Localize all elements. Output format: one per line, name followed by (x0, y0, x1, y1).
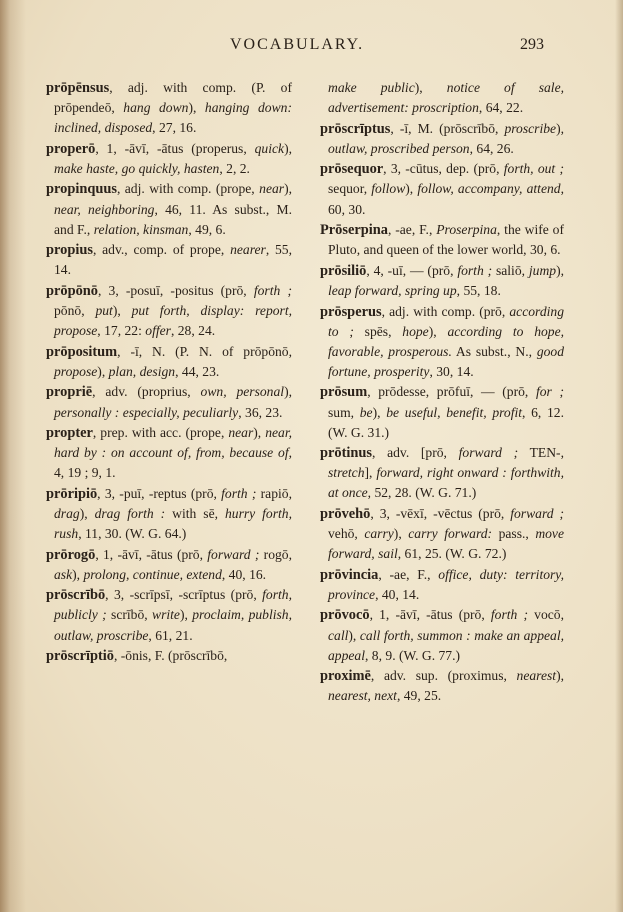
entry-text: ), (179, 607, 193, 623)
dictionary-entry (46, 342, 292, 382)
gloss-text: office, duty: territory, province (328, 566, 564, 602)
headword: propinquus (46, 181, 117, 198)
entry-text: , 55, 18. (456, 282, 501, 298)
entry-text: ), (112, 303, 132, 319)
entry-text: ), (188, 100, 205, 116)
gloss-text: near, neighboring (54, 201, 155, 217)
gloss-text: own, personal (200, 384, 285, 400)
gloss-text: forth ; (253, 282, 292, 298)
gloss-text: forward ; (458, 445, 519, 461)
gloss-text: be useful, benefit, profit (386, 404, 523, 420)
entry-text: ), (284, 140, 292, 156)
entry-text: , 40, 16. (221, 566, 267, 582)
entry-text: , 49, 25. (396, 688, 442, 704)
gloss-text: near, hard by : on account of, from, because of (54, 425, 292, 461)
dictionary-entry (46, 484, 292, 544)
entry-text: , 17, 22: (97, 323, 146, 339)
dictionary-entry (46, 179, 292, 239)
gloss-text: forward ; (510, 505, 564, 521)
gloss-text: write (152, 607, 180, 623)
headword: propter (46, 425, 93, 442)
gloss-text: outlaw, proscribed person (328, 140, 470, 156)
gloss-text: make public (328, 80, 415, 95)
entry-text: pōnō, (54, 303, 96, 319)
entry-text: , 55, 14. (54, 242, 292, 278)
entry-text: , 3, -posuī, -positus (prō, (97, 282, 254, 298)
entry-text: rogō, (259, 546, 292, 562)
entry-text: ), (393, 526, 409, 542)
gloss-text: near (228, 425, 254, 441)
gloss-text: according to ; (328, 303, 564, 339)
gloss-text: call (328, 627, 349, 643)
entry-text: , 61, 21. (148, 627, 193, 643)
dictionary-entry (46, 382, 292, 422)
entry-text: , 52, 28. (W. G. 71.) (367, 485, 477, 501)
gloss-text: hurry forth, rush (54, 505, 292, 542)
dictionary-entry (320, 261, 564, 301)
gloss-text: proscribe (504, 120, 557, 136)
entry-text: pass., (492, 526, 536, 542)
gloss-text: plan, design (108, 363, 176, 379)
gloss-text: carry (364, 526, 394, 542)
entry-text: , adv. sup. (proximus, (370, 668, 517, 684)
dictionary-entry (320, 220, 564, 260)
headword: prōtinus (320, 445, 372, 462)
entry-text: , 36, 23. (238, 404, 283, 420)
entry-text: ), (284, 384, 292, 400)
gloss-text: nearest (516, 668, 557, 684)
headword: propriē (46, 384, 93, 401)
gloss-text: forth, out ; (503, 161, 564, 177)
entry-text: saliō, (492, 262, 529, 278)
entry-text: , adj. with comp. (prope, (116, 181, 260, 197)
dictionary-entry (320, 504, 564, 564)
dictionary-entry (320, 666, 564, 706)
right-column (320, 78, 564, 707)
entry-text: with sē, (165, 505, 225, 521)
dictionary-entry (46, 240, 292, 280)
entry-text: , 4, -uī, — (prō, (366, 262, 458, 278)
headword: prōsum (320, 384, 368, 401)
gloss-text: proclaim, publish, outlaw, proscribe (54, 607, 292, 643)
entry-text: , 3, -vēxī, -vēctus (prō, (370, 505, 511, 521)
page-number: 293 (520, 36, 544, 53)
headword: prōsiliō (320, 262, 367, 279)
gloss-text: according to hope, favorable, prosperous. (328, 323, 565, 359)
gloss-text: drag (54, 505, 80, 521)
dictionary-entry (320, 605, 564, 665)
entry-text: , prep. with acc. (prope, (92, 425, 229, 441)
headword: prōrogō (46, 546, 96, 563)
gloss-text: forth ; (221, 485, 257, 501)
dictionary-entry (320, 159, 564, 219)
entry-text: , -ī, N. (P. N. of prōpōnō, (117, 343, 292, 359)
headword: prōpēnsus (46, 80, 110, 96)
entry-text: , 3, -scrīpsī, -scrīptus (prō, (105, 587, 263, 603)
entry-text: ), (405, 181, 418, 197)
entry-text: ), (556, 262, 564, 278)
dictionary-entry (46, 646, 292, 666)
entry-text: , adj. with comp. (prō, (381, 303, 510, 319)
headword: proximē (320, 668, 371, 685)
entry-text: scrībō, (106, 607, 152, 623)
entry-text: , adv. [prō, (371, 445, 459, 461)
entry-text: , the wife of Pluto, and queen of the lower world, 30, 6. (328, 222, 564, 258)
gloss-text: leap forward, spring up (328, 282, 457, 298)
gloss-text: ask (54, 566, 73, 582)
entry-text: ), (556, 120, 564, 136)
headword: prōsequor (320, 161, 384, 178)
headword: prōvocō (320, 607, 370, 624)
headword: propius (46, 242, 93, 259)
entry-text: , 4, 19 ; 9, 1. (54, 445, 292, 481)
gloss-text: forward, right onward : forthwith, at once (328, 465, 565, 501)
gloss-text: quick (254, 140, 285, 156)
headword: prōscrīptus (320, 120, 391, 137)
gloss-text: forth ; (457, 262, 493, 278)
entry-text: , adv. (proprius, (92, 384, 201, 400)
entry-text: , 46, 11. As subst., M. and F., (54, 201, 292, 237)
gloss-text: forth, publicly ; (54, 587, 292, 623)
dictionary-entry (320, 382, 564, 442)
headword: prōpōnō (46, 282, 98, 299)
gloss-text: forth ; (490, 607, 529, 623)
headword: prōsperus (320, 303, 382, 320)
gloss-text: good fortune, prosperity (328, 343, 564, 379)
entry-text: vocō, (528, 607, 564, 623)
headword: prōvincia (320, 566, 379, 583)
dictionary-entry (46, 545, 292, 585)
left-column (46, 78, 292, 667)
entry-text: ), (72, 566, 84, 582)
entry-text: , 8, 9. (W. G. 77.) (365, 647, 461, 663)
entry-text: , 6, 12. (W. G. 31.) (328, 404, 564, 440)
entry-text: , 3, -cūtus, dep. (prō, (383, 161, 504, 177)
gloss-text: hope (402, 323, 429, 339)
gloss-text: follow, accompany, attend (417, 181, 561, 197)
entry-text: rapiō, (256, 485, 292, 501)
entry-text: ), (253, 425, 266, 441)
entry-text: , 3, -puī, -reptus (prō, (97, 485, 222, 501)
entry-text: ), (348, 627, 360, 643)
entry-text: , 28, 24. (170, 323, 216, 339)
gloss-text: prolong, continue, extend (83, 566, 222, 582)
entry-text: sum, (328, 404, 360, 420)
dictionary-entry (320, 78, 564, 118)
gloss-text: propose (54, 363, 98, 379)
entry-text: , 30, 14. (429, 363, 474, 379)
gloss-text: drag forth : (94, 505, 166, 521)
entry-text: , 64, 26. (469, 140, 514, 156)
entry-text: TEN-, (518, 445, 564, 461)
dictionary-entry (320, 119, 564, 159)
gloss-text: move forward, sail (328, 526, 564, 562)
entry-text: ), (372, 404, 387, 420)
entry-text: ), (428, 323, 448, 339)
dictionary-entry (320, 302, 564, 382)
gloss-text: relation, kinsman (93, 221, 189, 237)
dictionary-entry (320, 565, 564, 605)
entry-text: spēs, (353, 323, 403, 339)
gloss-text: Proserpina (436, 222, 497, 238)
gloss-text: notice of sale, advertisement: proscription (328, 80, 565, 116)
dictionary-entry (46, 78, 292, 138)
gloss-text: follow (371, 181, 406, 197)
entry-text: ), (556, 668, 564, 684)
dictionary-entry (46, 139, 292, 179)
dictionary-entry (46, 585, 292, 645)
gloss-text: be (359, 404, 373, 420)
entry-text: , -ae, F., (378, 566, 439, 582)
entry-text: , 1, -āvī, -ātus (prō, (95, 546, 208, 562)
gloss-text: jump (528, 262, 557, 278)
gloss-text: personally : especially, peculiarly (54, 404, 239, 420)
gloss-text: put (95, 303, 113, 319)
entry-text: sequor, (328, 181, 372, 197)
gloss-text: stretch (328, 465, 365, 481)
entry-text: , adj. with comp. (P. of prōpendeō, (54, 80, 292, 116)
entry-text: , 11, 30. (W. G. 64.) (78, 526, 187, 542)
entry-text: , 40, 14. (375, 586, 420, 602)
entry-text: , 49, 6. (188, 221, 226, 237)
entry-text: , 27, 16. (152, 120, 197, 136)
entry-text: , 2, 2. (219, 160, 250, 176)
gloss-text: nearest, next (328, 688, 397, 704)
gloss-text: for ; (535, 384, 564, 400)
entry-text: ], (364, 465, 377, 481)
gloss-text: call forth, summon : make an appeal, appeal (328, 627, 565, 663)
entry-text: , prōdesse, prōfuī, — (prō, (367, 384, 536, 400)
gloss-text: nearer (230, 242, 266, 258)
entry-text: , -ī, M. (prōscrībō, (390, 120, 505, 136)
entry-text: , 64, 22. (478, 100, 524, 116)
headword: properō (46, 140, 96, 157)
headword: prōscrīptiō (46, 648, 114, 665)
page-header (0, 36, 623, 58)
entry-text: vehō, (328, 526, 365, 542)
dictionary-entry (46, 281, 292, 341)
gloss-text: put forth, display: report, propose (54, 303, 293, 339)
entry-text: ), (97, 363, 109, 379)
entry-text: ), (284, 181, 292, 197)
entry-text: ), (79, 505, 95, 521)
entry-text: As subst., N., (451, 343, 537, 359)
entry-text: , 1, -āvī, -ātus (properus, (95, 140, 255, 156)
headword: Prōserpina (320, 222, 388, 239)
entry-text: , -ōnis, F. (prōscrībō, (113, 648, 228, 664)
gloss-text: hang down (123, 100, 189, 116)
gloss-text: carry forward: (408, 526, 493, 542)
gloss-text: near (259, 181, 285, 197)
running-head: VOCABULARY. (230, 36, 365, 53)
gloss-text: hanging down: inclined, disposed (54, 100, 292, 136)
headword: prōscrībō (46, 587, 106, 604)
dictionary-entry (46, 423, 292, 483)
entry-text: , 44, 23. (175, 363, 220, 379)
entry-text: , 1, -āvī, -ātus (prō, (369, 607, 491, 623)
entry-text: , adv., comp. of prope, (92, 242, 231, 258)
headword: prōvehō (320, 505, 371, 522)
entry-text: , 60, 30. (328, 181, 564, 217)
headword: prōpositum (46, 343, 118, 360)
entry-text: , -ae, F., (387, 222, 437, 238)
gloss-text: offer (145, 323, 171, 339)
dictionary-entry (320, 443, 564, 503)
gloss-text: make haste, go quickly, hasten (54, 160, 220, 176)
gloss-text: forward ; (207, 546, 260, 562)
entry-text: , 61, 25. (W. G. 72.) (397, 546, 507, 562)
headword: prōripiō (46, 485, 98, 502)
entry-text: ), (414, 80, 447, 95)
